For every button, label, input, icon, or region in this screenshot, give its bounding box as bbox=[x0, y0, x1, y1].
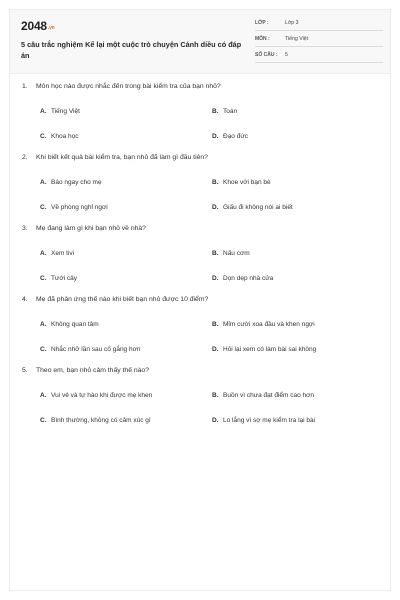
option-letter: D. bbox=[212, 204, 219, 211]
option-letter: B. bbox=[212, 179, 219, 186]
option-text: Tưới cây bbox=[51, 275, 77, 282]
option-c[interactable] bbox=[40, 133, 78, 140]
question-number: 3. bbox=[22, 225, 28, 232]
option-text: Dọn dẹp nhà cửa bbox=[223, 275, 274, 282]
question-number: 2. bbox=[22, 154, 28, 161]
site-logo[interactable] bbox=[21, 19, 55, 33]
option-text: Toán bbox=[223, 108, 238, 115]
option-letter: D. bbox=[212, 133, 219, 140]
document-title: 5 câu trắc nghiệm Kể lại một cuộc trò chuyện Cánh diều có đáp án bbox=[21, 40, 242, 60]
option-c[interactable] bbox=[40, 417, 151, 424]
logo-text: 2048 bbox=[21, 19, 47, 33]
meta-value: Lớp 3 bbox=[285, 20, 299, 26]
option-c[interactable] bbox=[40, 275, 77, 282]
question-text bbox=[22, 367, 149, 374]
question-number: 5. bbox=[22, 367, 28, 374]
meta-label: SỐ CÂU : bbox=[255, 52, 278, 58]
option-letter: C. bbox=[40, 346, 47, 353]
question-number: 4. bbox=[22, 296, 28, 303]
option-letter: C. bbox=[40, 204, 47, 211]
option-a[interactable] bbox=[40, 250, 74, 257]
option-letter: B. bbox=[212, 108, 219, 115]
option-letter: A. bbox=[40, 108, 47, 115]
option-b[interactable] bbox=[212, 250, 250, 257]
question-prompt: Khi biết kết quả bài kiểm tra, bạn nhỏ đã làm gì đầu tiên? bbox=[36, 154, 208, 161]
option-b[interactable] bbox=[212, 392, 314, 399]
option-text: Giấu đi không nói ai biết bbox=[223, 204, 293, 211]
option-letter: B. bbox=[212, 392, 219, 399]
option-text: Vui vẻ và tự hào khi được mẹ khen bbox=[51, 392, 153, 399]
question-text bbox=[22, 296, 208, 303]
option-text: Xem tivi bbox=[51, 250, 75, 257]
option-b[interactable] bbox=[212, 108, 237, 115]
option-letter: D. bbox=[212, 275, 219, 282]
option-a[interactable] bbox=[40, 321, 99, 328]
option-text: Nấu cơm bbox=[223, 250, 250, 257]
option-letter: C. bbox=[40, 275, 47, 282]
option-text: Buồn vì chưa đạt điểm cao hơn bbox=[223, 392, 314, 399]
worksheet-page bbox=[9, 9, 391, 591]
option-letter: A. bbox=[40, 321, 47, 328]
option-letter: C. bbox=[40, 133, 47, 140]
option-text: Nhắc nhở lần sau cố gắng hơn bbox=[51, 346, 141, 353]
question-text bbox=[22, 154, 208, 161]
option-d[interactable] bbox=[212, 204, 293, 211]
option-a[interactable] bbox=[40, 108, 80, 115]
question-number: 1. bbox=[22, 83, 28, 90]
meta-value: Tiếng Việt bbox=[285, 36, 309, 42]
option-letter: B. bbox=[212, 321, 219, 328]
option-c[interactable] bbox=[40, 346, 140, 353]
question-prompt: Mẹ đã phản ứng thế nào khi biết bạn nhỏ được 10 điểm? bbox=[36, 296, 209, 303]
option-letter: B. bbox=[212, 250, 219, 257]
option-d[interactable] bbox=[212, 346, 316, 353]
question-text bbox=[22, 225, 146, 232]
option-letter: D. bbox=[212, 417, 219, 424]
worksheet-header bbox=[10, 10, 390, 74]
option-c[interactable] bbox=[40, 204, 108, 211]
logo-suffix: .vn bbox=[47, 25, 55, 31]
option-text: Khoe với bạn bè bbox=[223, 179, 271, 186]
option-text: Đạo đức bbox=[223, 133, 248, 140]
question-prompt: Mẹ đang làm gì khi bạn nhỏ về nhà? bbox=[36, 225, 146, 232]
option-text: Về phòng nghỉ ngơi bbox=[51, 204, 108, 211]
option-b[interactable] bbox=[212, 321, 315, 328]
meta-value: 5 bbox=[285, 52, 288, 58]
option-a[interactable] bbox=[40, 392, 152, 399]
option-d[interactable] bbox=[212, 417, 315, 424]
meta-label: LỚP : bbox=[255, 20, 269, 26]
meta-row-question-count bbox=[255, 49, 383, 63]
option-a[interactable] bbox=[40, 179, 102, 186]
option-text: Hỏi lại xem có làm bài sai không bbox=[223, 346, 317, 353]
option-letter: A. bbox=[40, 250, 47, 257]
option-d[interactable] bbox=[212, 133, 248, 140]
option-text: Bình thường, không có cảm xúc gì bbox=[51, 417, 151, 424]
option-b[interactable] bbox=[212, 179, 271, 186]
option-text: Báo ngay cho mẹ bbox=[51, 179, 102, 186]
option-letter: C. bbox=[40, 417, 47, 424]
meta-label: MÔN : bbox=[255, 36, 270, 42]
option-text: Tiếng Việt bbox=[51, 108, 80, 115]
question-text bbox=[22, 83, 221, 90]
option-letter: D. bbox=[212, 346, 219, 353]
meta-row-subject bbox=[255, 33, 383, 47]
option-d[interactable] bbox=[212, 275, 273, 282]
option-letter: A. bbox=[40, 179, 47, 186]
question-prompt: Môn học nào được nhắc đến trong bài kiểm tra của bạn nhỏ? bbox=[36, 83, 221, 90]
option-text: Khoa học bbox=[51, 133, 79, 140]
option-text: Không quan tâm bbox=[51, 321, 99, 328]
meta-row-grade bbox=[255, 17, 383, 31]
option-text: Mỉm cười xoa đầu và khen ngợi bbox=[223, 321, 315, 328]
question-prompt: Theo em, bạn nhỏ cảm thấy thế nào? bbox=[36, 367, 149, 374]
option-letter: A. bbox=[40, 392, 47, 399]
option-text: Lo lắng vì sợ mẹ kiểm tra lại bài bbox=[223, 417, 316, 424]
